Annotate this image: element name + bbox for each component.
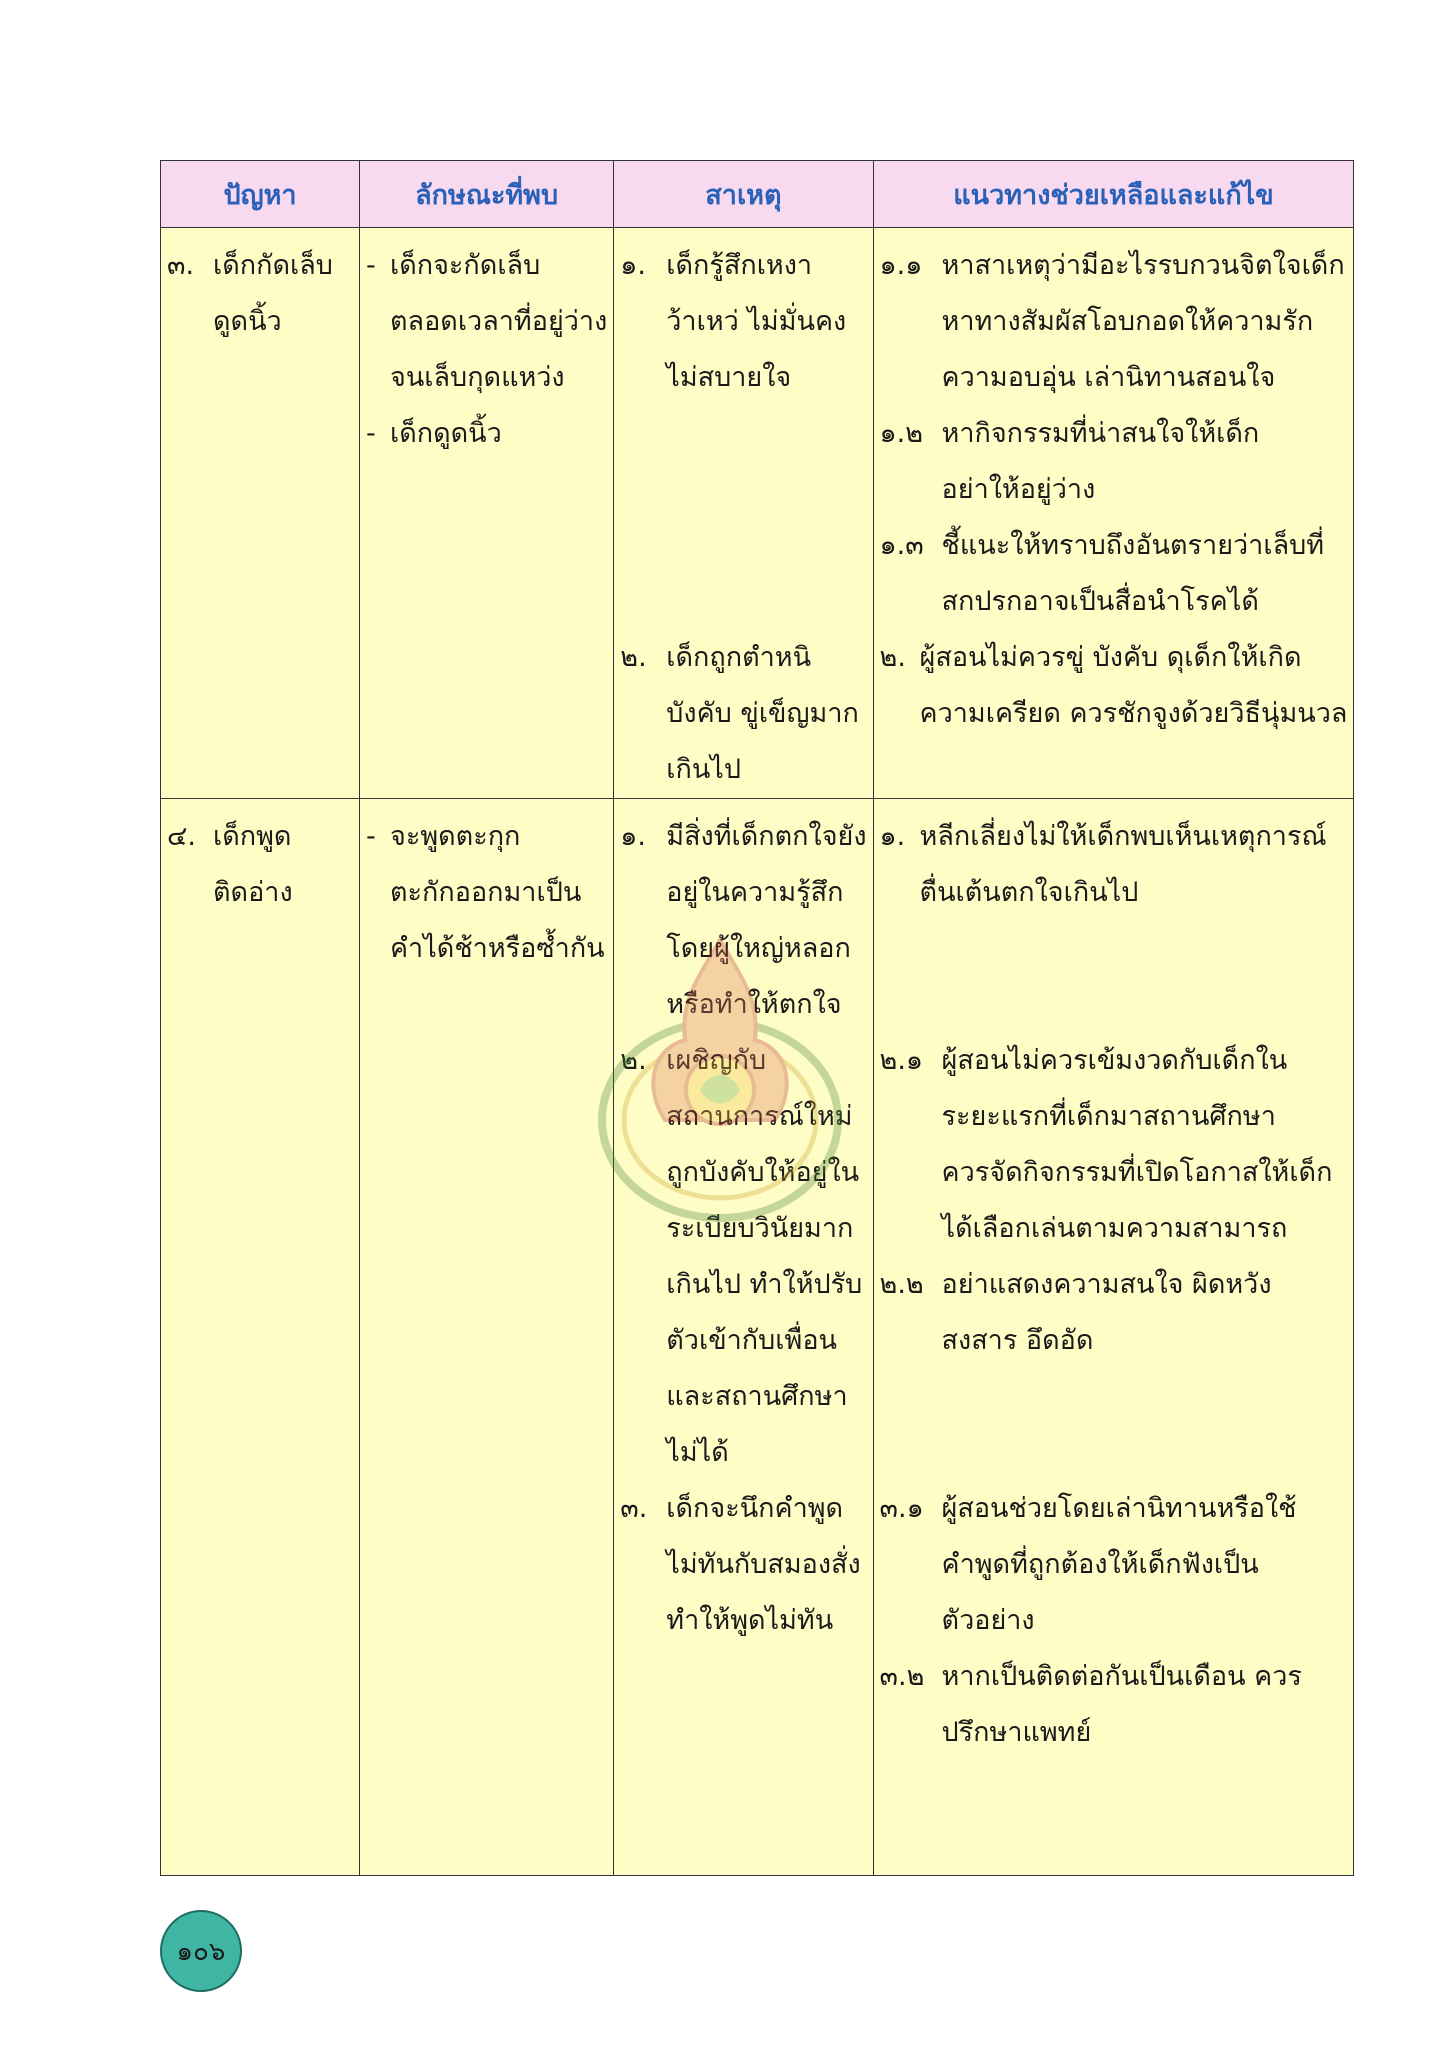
- page-number-badge: [160, 1910, 242, 1992]
- solution-line: ๒.๑ ผู้สอนไม่ควรเข้มงวดกับเด็กใน: [879, 1045, 1288, 1076]
- cause-line: ไม่ทันกับสมองสั่ง: [666, 1549, 861, 1580]
- symptom-line: - เด็กดูดนิ้ว: [366, 418, 502, 449]
- solution-line: สกปรกอาจเป็นสื่อนำโรคได้: [941, 586, 1259, 617]
- cause-line: ไม่ได้: [666, 1437, 729, 1468]
- solution-line: ควรจัดกิจกรรมที่เปิดโอกาสให้เด็ก: [941, 1157, 1333, 1188]
- cause-line: บังคับ ขู่เข็ญมาก: [666, 698, 859, 729]
- symptoms-cell: [360, 228, 614, 799]
- solutions-cell: [873, 799, 1354, 1876]
- cause-line: ๑. เด็กรู้สึกเหงา: [620, 250, 813, 281]
- problem-cell: [161, 799, 360, 1876]
- symptom-line: จนเล็บกุดแหว่ง: [390, 362, 565, 393]
- cause-line: ตัวเข้ากับเพื่อน: [666, 1325, 837, 1356]
- solution-line: ๑. หลีกเลี่ยงไม่ให้เด็กพบเห็นเหตุการณ์: [879, 821, 1327, 852]
- guidance-table: [160, 160, 1354, 1876]
- solution-line: ๒.๒ อย่าแสดงความสนใจ ผิดหวัง: [879, 1269, 1272, 1300]
- solution-line: ๓.๑ ผู้สอนช่วยโดยเล่านิทานหรือใช้: [879, 1493, 1297, 1524]
- cause-line: ไม่สบายใจ: [666, 362, 792, 393]
- cause-line: เกินไป ทำให้ปรับ: [666, 1269, 863, 1300]
- item-number: ๔.: [167, 821, 197, 852]
- cause-line: และสถานศึกษา: [666, 1381, 848, 1412]
- header-problem: ปัญหา: [161, 161, 360, 228]
- cause-line: อยู่ในความรู้สึก: [666, 877, 844, 908]
- solution-line: อย่าให้อยู่ว่าง: [941, 474, 1096, 505]
- solution-line: ปรึกษาแพทย์: [941, 1717, 1092, 1748]
- solution-line: ๑.๓ ชี้แนะให้ทราบถึงอันตรายว่าเล็บที่: [879, 530, 1325, 561]
- solution-line: ได้เลือกเล่นตามความสามารถ: [941, 1213, 1288, 1244]
- cause-line: ระเบียบวินัยมาก: [666, 1213, 854, 1244]
- solution-line: ตื่นเต้นตกใจเกินไป: [919, 877, 1139, 908]
- table-row: [161, 228, 1354, 799]
- symptom-line: ตลอดเวลาที่อยู่ว่าง: [390, 306, 608, 337]
- solution-line: ๓.๒ หากเป็นติดต่อกันเป็นเดือน ควร: [879, 1661, 1302, 1692]
- cause-line: หรือทำให้ตกใจ: [666, 989, 842, 1020]
- solution-line: หาทางสัมผัสโอบกอดให้ความรัก: [941, 306, 1314, 337]
- solution-line: คำพูดที่ถูกต้องให้เด็กฟังเป็น: [941, 1549, 1259, 1580]
- solution-line: ๑.๒ หากิจกรรมที่น่าสนใจให้เด็ก: [879, 418, 1260, 449]
- solutions-cell: [873, 228, 1354, 799]
- solution-line: ความเครียด ควรชักจูงด้วยวิธีนุ่มนวล: [919, 698, 1348, 729]
- solution-line: ระยะแรกที่เด็กมาสถานศึกษา: [941, 1101, 1276, 1132]
- symptom-line: ตะกักออกมาเป็น: [390, 877, 582, 908]
- problem-cell: [161, 228, 360, 799]
- cause-line: ว้าเหว่ ไม่มั่นคง: [666, 306, 847, 337]
- problem-line: ๓. เด็กกัดเล็บ: [167, 238, 353, 294]
- symptom-line: - จะพูดตะกุก: [366, 821, 521, 852]
- header-row: [161, 161, 1354, 228]
- cause-line: ๒. เผชิญกับ: [620, 1045, 767, 1076]
- cause-line: ๑. มีสิ่งที่เด็กตกใจยัง: [620, 821, 867, 852]
- cause-line: เกินไป: [666, 754, 742, 785]
- cause-line: ๒. เด็กถูกตำหนิ: [620, 642, 812, 673]
- symptom-line: คำได้ช้าหรือซ้ำกัน: [390, 933, 605, 964]
- solution-line: ๑.๑ หาสาเหตุว่ามีอะไรรบกวนจิตใจเด็ก: [879, 250, 1345, 281]
- causes-cell: [614, 799, 873, 1876]
- causes-cell: [614, 228, 873, 799]
- symptom-line: - เด็กจะกัดเล็บ: [366, 250, 541, 281]
- problem-line: ติดอ่าง: [213, 877, 293, 908]
- page-number: ๑๐๖: [176, 1936, 226, 1967]
- problem-line: ๔. เด็กพูด: [167, 809, 353, 865]
- header-solutions: แนวทางช่วยเหลือและแก้ไข: [873, 161, 1354, 228]
- header-causes: สาเหตุ: [614, 161, 873, 228]
- cause-line: ๓. เด็กจะนึกคำพูด: [620, 1493, 844, 1524]
- solution-line: ตัวอย่าง: [941, 1605, 1035, 1636]
- solution-line: ๒. ผู้สอนไม่ควรขู่ บังคับ ดุเด็กให้เกิด: [879, 642, 1302, 673]
- cause-line: ถูกบังคับให้อยู่ใน: [666, 1157, 860, 1188]
- problem-line: ดูดนิ้ว: [213, 306, 282, 337]
- solution-line: ความอบอุ่น เล่านิทานสอนใจ: [941, 362, 1276, 393]
- cause-line: ทำให้พูดไม่ทัน: [666, 1605, 834, 1636]
- header-symptoms: ลักษณะที่พบ: [360, 161, 614, 228]
- symptoms-cell: [360, 799, 614, 1876]
- solution-line: สงสาร อึดอัด: [941, 1325, 1094, 1356]
- cause-line: สถานการณ์ใหม่: [666, 1101, 853, 1132]
- table-row: [161, 799, 1354, 1876]
- item-number: ๓.: [167, 250, 195, 281]
- cause-line: โดยผู้ใหญ่หลอก: [666, 933, 851, 964]
